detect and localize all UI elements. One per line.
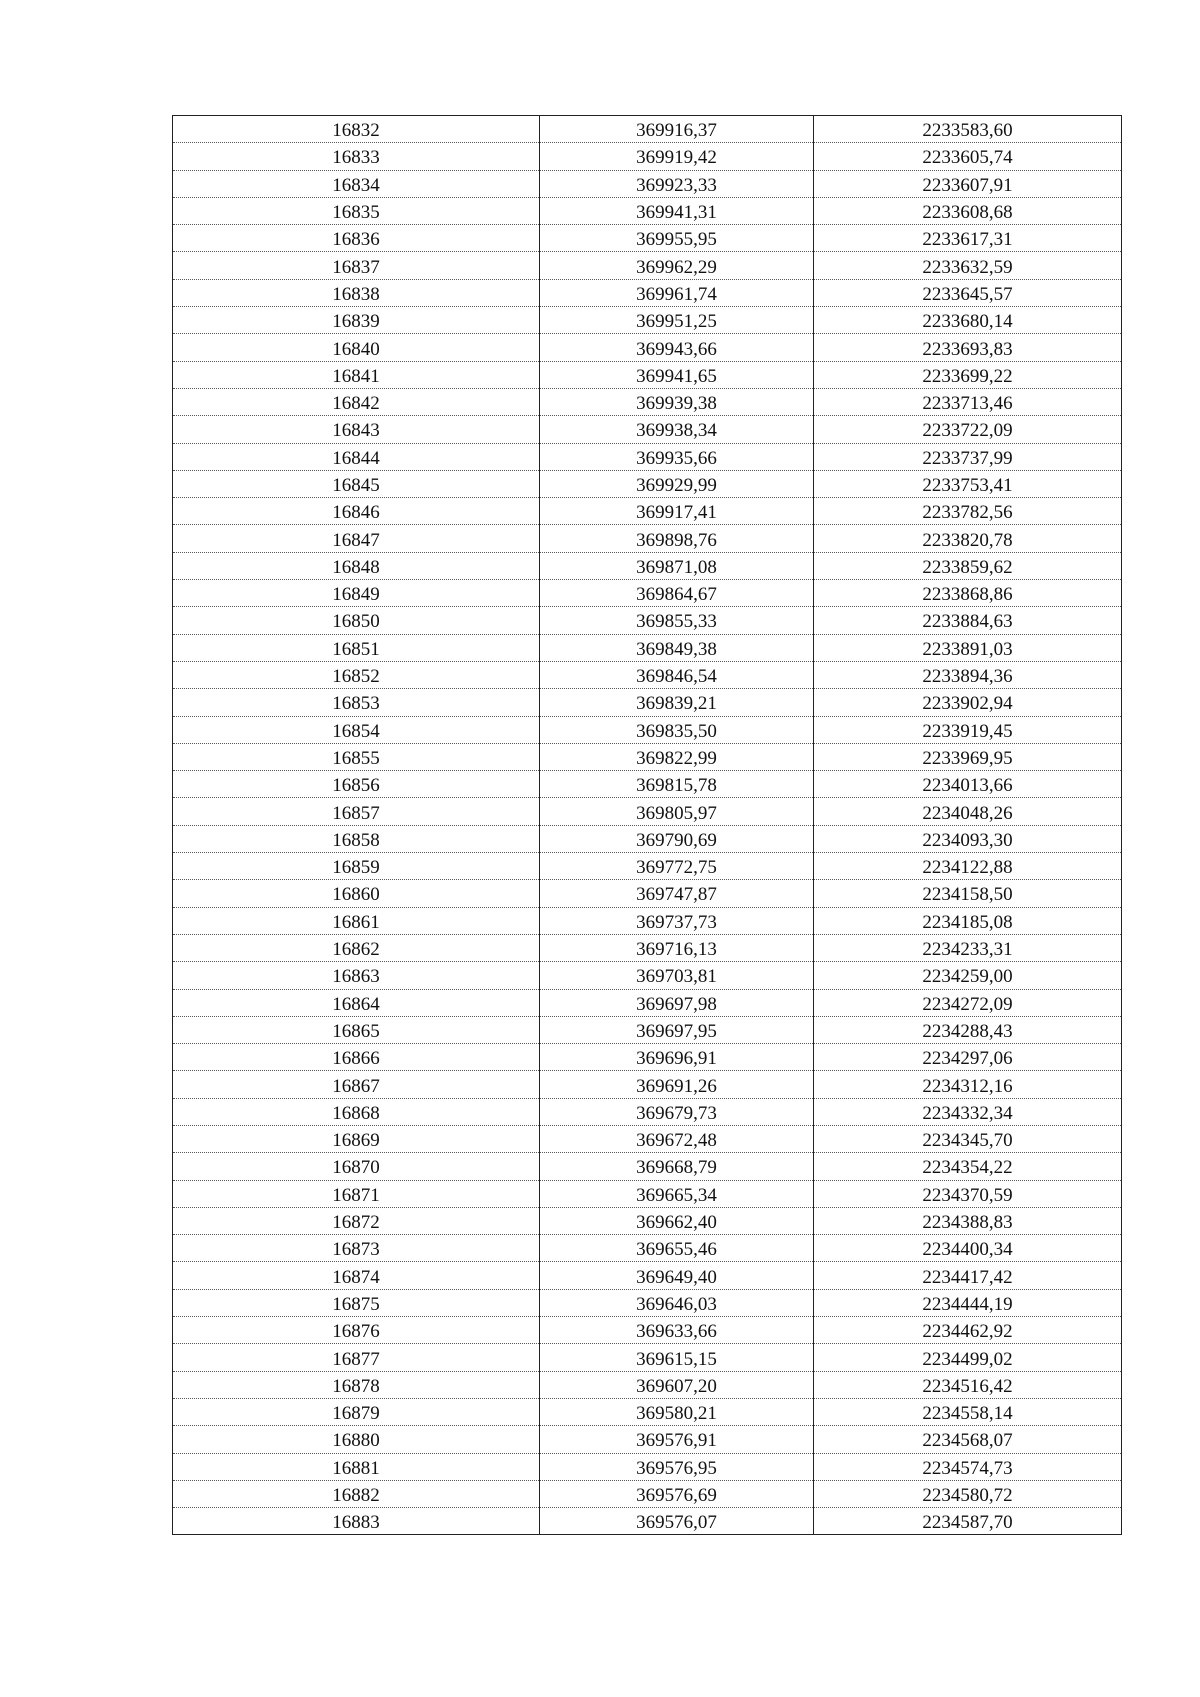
table-row: [173, 1453, 1122, 1480]
y-coordinate-cell: 2234288,43: [814, 1016, 1122, 1043]
coordinates-table-body: [173, 116, 1122, 1535]
x-coordinate-cell: 369649,40: [540, 1262, 814, 1289]
table-row: [173, 1398, 1122, 1425]
table-row: [173, 1426, 1122, 1453]
y-coordinate-cell: 2233891,03: [814, 634, 1122, 661]
y-coordinate-cell: 2234462,92: [814, 1317, 1122, 1344]
y-coordinate-cell: 2234013,66: [814, 771, 1122, 798]
table-row: [173, 1508, 1122, 1535]
point-number-cell: 16857: [173, 798, 540, 825]
y-coordinate-cell: 2233969,95: [814, 743, 1122, 770]
table-row: [173, 197, 1122, 224]
x-coordinate-cell: 369576,07: [540, 1508, 814, 1535]
table-row: [173, 443, 1122, 470]
y-coordinate-cell: 2233608,68: [814, 197, 1122, 224]
y-coordinate-cell: 2233607,91: [814, 170, 1122, 197]
table-row: [173, 907, 1122, 934]
x-coordinate-cell: 369941,31: [540, 197, 814, 224]
point-number-cell: 16858: [173, 825, 540, 852]
y-coordinate-cell: 2234499,02: [814, 1344, 1122, 1371]
table-row: [173, 525, 1122, 552]
table-row: [173, 716, 1122, 743]
x-coordinate-cell: 369929,99: [540, 470, 814, 497]
y-coordinate-cell: 2234272,09: [814, 989, 1122, 1016]
point-number-cell: 16854: [173, 716, 540, 743]
y-coordinate-cell: 2234417,42: [814, 1262, 1122, 1289]
x-coordinate-cell: 369935,66: [540, 443, 814, 470]
point-number-cell: 16880: [173, 1426, 540, 1453]
table-row: [173, 934, 1122, 961]
x-coordinate-cell: 369939,38: [540, 388, 814, 415]
point-number-cell: 16850: [173, 607, 540, 634]
point-number-cell: 16845: [173, 470, 540, 497]
x-coordinate-cell: 369737,73: [540, 907, 814, 934]
y-coordinate-cell: 2234568,07: [814, 1426, 1122, 1453]
y-coordinate-cell: 2234400,34: [814, 1235, 1122, 1262]
y-coordinate-cell: 2233699,22: [814, 361, 1122, 388]
x-coordinate-cell: 369633,66: [540, 1317, 814, 1344]
x-coordinate-cell: 369662,40: [540, 1207, 814, 1234]
table-row: [173, 470, 1122, 497]
y-coordinate-cell: 2233894,36: [814, 661, 1122, 688]
table-row: [173, 334, 1122, 361]
x-coordinate-cell: 369697,98: [540, 989, 814, 1016]
coordinates-table: [172, 115, 1122, 1535]
x-coordinate-cell: 369839,21: [540, 689, 814, 716]
x-coordinate-cell: 369576,69: [540, 1480, 814, 1507]
x-coordinate-cell: 369917,41: [540, 498, 814, 525]
point-number-cell: 16856: [173, 771, 540, 798]
point-number-cell: 16872: [173, 1207, 540, 1234]
x-coordinate-cell: 369846,54: [540, 661, 814, 688]
x-coordinate-cell: 369679,73: [540, 1098, 814, 1125]
table-row: [173, 1317, 1122, 1344]
point-number-cell: 16848: [173, 552, 540, 579]
table-row: [173, 279, 1122, 306]
point-number-cell: 16855: [173, 743, 540, 770]
x-coordinate-cell: 369703,81: [540, 962, 814, 989]
y-coordinate-cell: 2233753,41: [814, 470, 1122, 497]
table-row: [173, 853, 1122, 880]
x-coordinate-cell: 369716,13: [540, 934, 814, 961]
point-number-cell: 16864: [173, 989, 540, 1016]
table-row: [173, 880, 1122, 907]
x-coordinate-cell: 369864,67: [540, 580, 814, 607]
x-coordinate-cell: 369923,33: [540, 170, 814, 197]
table-row: [173, 607, 1122, 634]
point-number-cell: 16870: [173, 1153, 540, 1180]
point-number-cell: 16878: [173, 1371, 540, 1398]
y-coordinate-cell: 2234158,50: [814, 880, 1122, 907]
y-coordinate-cell: 2233884,63: [814, 607, 1122, 634]
table-row: [173, 116, 1122, 143]
table-row: [173, 962, 1122, 989]
x-coordinate-cell: 369951,25: [540, 307, 814, 334]
y-coordinate-cell: 2233605,74: [814, 143, 1122, 170]
table-row: [173, 1180, 1122, 1207]
point-number-cell: 16837: [173, 252, 540, 279]
y-coordinate-cell: 2233713,46: [814, 388, 1122, 415]
y-coordinate-cell: 2234259,00: [814, 962, 1122, 989]
x-coordinate-cell: 369672,48: [540, 1125, 814, 1152]
y-coordinate-cell: 2234558,14: [814, 1398, 1122, 1425]
x-coordinate-cell: 369919,42: [540, 143, 814, 170]
x-coordinate-cell: 369855,33: [540, 607, 814, 634]
y-coordinate-cell: 2234122,88: [814, 853, 1122, 880]
x-coordinate-cell: 369697,95: [540, 1016, 814, 1043]
point-number-cell: 16871: [173, 1180, 540, 1207]
x-coordinate-cell: 369898,76: [540, 525, 814, 552]
y-coordinate-cell: 2233680,14: [814, 307, 1122, 334]
x-coordinate-cell: 369580,21: [540, 1398, 814, 1425]
table-row: [173, 743, 1122, 770]
y-coordinate-cell: 2234093,30: [814, 825, 1122, 852]
point-number-cell: 16847: [173, 525, 540, 552]
x-coordinate-cell: 369576,95: [540, 1453, 814, 1480]
point-number-cell: 16832: [173, 116, 540, 143]
point-number-cell: 16868: [173, 1098, 540, 1125]
table-row: [173, 498, 1122, 525]
x-coordinate-cell: 369961,74: [540, 279, 814, 306]
point-number-cell: 16863: [173, 962, 540, 989]
y-coordinate-cell: 2234345,70: [814, 1125, 1122, 1152]
x-coordinate-cell: 369772,75: [540, 853, 814, 880]
point-number-cell: 16882: [173, 1480, 540, 1507]
x-coordinate-cell: 369691,26: [540, 1071, 814, 1098]
point-number-cell: 16862: [173, 934, 540, 961]
point-number-cell: 16881: [173, 1453, 540, 1480]
point-number-cell: 16851: [173, 634, 540, 661]
point-number-cell: 16865: [173, 1016, 540, 1043]
y-coordinate-cell: 2233722,09: [814, 416, 1122, 443]
y-coordinate-cell: 2233902,94: [814, 689, 1122, 716]
x-coordinate-cell: 369576,91: [540, 1426, 814, 1453]
point-number-cell: 16860: [173, 880, 540, 907]
point-number-cell: 16839: [173, 307, 540, 334]
table-row: [173, 361, 1122, 388]
point-number-cell: 16844: [173, 443, 540, 470]
table-row: [173, 252, 1122, 279]
y-coordinate-cell: 2234297,06: [814, 1044, 1122, 1071]
table-row: [173, 1235, 1122, 1262]
point-number-cell: 16867: [173, 1071, 540, 1098]
y-coordinate-cell: 2234354,22: [814, 1153, 1122, 1180]
table-row: [173, 1016, 1122, 1043]
point-number-cell: 16874: [173, 1262, 540, 1289]
y-coordinate-cell: 2233645,57: [814, 279, 1122, 306]
point-number-cell: 16876: [173, 1317, 540, 1344]
x-coordinate-cell: 369822,99: [540, 743, 814, 770]
x-coordinate-cell: 369849,38: [540, 634, 814, 661]
point-number-cell: 16836: [173, 225, 540, 252]
point-number-cell: 16838: [173, 279, 540, 306]
point-number-cell: 16846: [173, 498, 540, 525]
y-coordinate-cell: 2234516,42: [814, 1371, 1122, 1398]
table-row: [173, 1289, 1122, 1316]
y-coordinate-cell: 2234233,31: [814, 934, 1122, 961]
x-coordinate-cell: 369615,15: [540, 1344, 814, 1371]
point-number-cell: 16853: [173, 689, 540, 716]
x-coordinate-cell: 369655,46: [540, 1235, 814, 1262]
table-row: [173, 170, 1122, 197]
table-row: [173, 1207, 1122, 1234]
point-number-cell: 16849: [173, 580, 540, 607]
point-number-cell: 16834: [173, 170, 540, 197]
table-row: [173, 798, 1122, 825]
x-coordinate-cell: 369747,87: [540, 880, 814, 907]
table-row: [173, 388, 1122, 415]
table-row: [173, 1262, 1122, 1289]
table-row: [173, 307, 1122, 334]
table-row: [173, 1371, 1122, 1398]
point-number-cell: 16840: [173, 334, 540, 361]
point-number-cell: 16877: [173, 1344, 540, 1371]
x-coordinate-cell: 369938,34: [540, 416, 814, 443]
table-row: [173, 1098, 1122, 1125]
y-coordinate-cell: 2233617,31: [814, 225, 1122, 252]
y-coordinate-cell: 2233632,59: [814, 252, 1122, 279]
y-coordinate-cell: 2233737,99: [814, 443, 1122, 470]
x-coordinate-cell: 369805,97: [540, 798, 814, 825]
x-coordinate-cell: 369607,20: [540, 1371, 814, 1398]
x-coordinate-cell: 369962,29: [540, 252, 814, 279]
point-number-cell: 16859: [173, 853, 540, 880]
y-coordinate-cell: 2233782,56: [814, 498, 1122, 525]
x-coordinate-cell: 369668,79: [540, 1153, 814, 1180]
y-coordinate-cell: 2233583,60: [814, 116, 1122, 143]
table-row: [173, 825, 1122, 852]
x-coordinate-cell: 369871,08: [540, 552, 814, 579]
y-coordinate-cell: 2233693,83: [814, 334, 1122, 361]
point-number-cell: 16852: [173, 661, 540, 688]
y-coordinate-cell: 2233868,86: [814, 580, 1122, 607]
x-coordinate-cell: 369941,65: [540, 361, 814, 388]
point-number-cell: 16873: [173, 1235, 540, 1262]
y-coordinate-cell: 2234332,34: [814, 1098, 1122, 1125]
x-coordinate-cell: 369955,95: [540, 225, 814, 252]
table-row: [173, 989, 1122, 1016]
y-coordinate-cell: 2234574,73: [814, 1453, 1122, 1480]
table-row: [173, 1344, 1122, 1371]
y-coordinate-cell: 2233919,45: [814, 716, 1122, 743]
point-number-cell: 16875: [173, 1289, 540, 1316]
table-row: [173, 1125, 1122, 1152]
table-row: [173, 1480, 1122, 1507]
y-coordinate-cell: 2234388,83: [814, 1207, 1122, 1234]
x-coordinate-cell: 369696,91: [540, 1044, 814, 1071]
y-coordinate-cell: 2234370,59: [814, 1180, 1122, 1207]
y-coordinate-cell: 2234312,16: [814, 1071, 1122, 1098]
table-row: [173, 1044, 1122, 1071]
x-coordinate-cell: 369665,34: [540, 1180, 814, 1207]
point-number-cell: 16869: [173, 1125, 540, 1152]
point-number-cell: 16835: [173, 197, 540, 224]
point-number-cell: 16879: [173, 1398, 540, 1425]
y-coordinate-cell: 2234185,08: [814, 907, 1122, 934]
point-number-cell: 16866: [173, 1044, 540, 1071]
table-row: [173, 580, 1122, 607]
table-row: [173, 225, 1122, 252]
x-coordinate-cell: 369815,78: [540, 771, 814, 798]
y-coordinate-cell: 2233820,78: [814, 525, 1122, 552]
table-row: [173, 634, 1122, 661]
point-number-cell: 16843: [173, 416, 540, 443]
x-coordinate-cell: 369916,37: [540, 116, 814, 143]
table-row: [173, 689, 1122, 716]
y-coordinate-cell: 2234444,19: [814, 1289, 1122, 1316]
y-coordinate-cell: 2234048,26: [814, 798, 1122, 825]
x-coordinate-cell: 369943,66: [540, 334, 814, 361]
x-coordinate-cell: 369790,69: [540, 825, 814, 852]
table-row: [173, 552, 1122, 579]
table-row: [173, 1071, 1122, 1098]
table-row: [173, 661, 1122, 688]
table-row: [173, 1153, 1122, 1180]
table-row: [173, 416, 1122, 443]
x-coordinate-cell: 369646,03: [540, 1289, 814, 1316]
point-number-cell: 16883: [173, 1508, 540, 1535]
table-row: [173, 143, 1122, 170]
y-coordinate-cell: 2234587,70: [814, 1508, 1122, 1535]
x-coordinate-cell: 369835,50: [540, 716, 814, 743]
table-row: [173, 771, 1122, 798]
point-number-cell: 16841: [173, 361, 540, 388]
point-number-cell: 16842: [173, 388, 540, 415]
point-number-cell: 16833: [173, 143, 540, 170]
y-coordinate-cell: 2234580,72: [814, 1480, 1122, 1507]
point-number-cell: 16861: [173, 907, 540, 934]
y-coordinate-cell: 2233859,62: [814, 552, 1122, 579]
